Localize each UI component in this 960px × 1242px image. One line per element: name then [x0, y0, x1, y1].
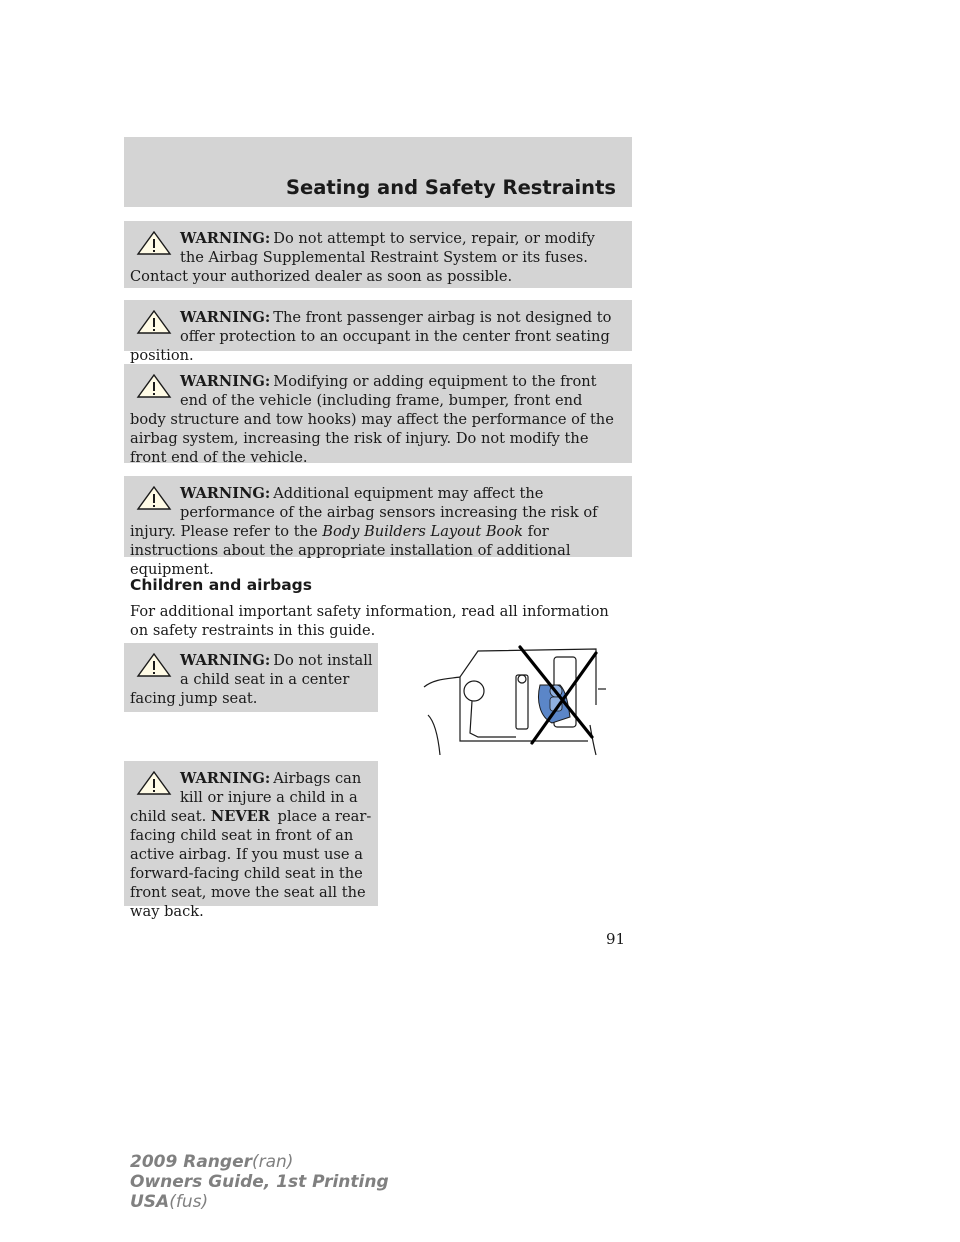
warning-text: Modifying or adding equipment to the front end of the vehicle (including frame, bumper, front end body structure and tow hooks) may affect the performance of the airbag system, increasing the risk of injury. Do not modify the front end of the vehicle.	[130, 373, 614, 466]
warning-label: WARNING:	[180, 309, 271, 326]
warning-text: Do not install a child seat in a center facing jump seat.	[130, 652, 373, 707]
footer-model: 2009 Ranger	[130, 1152, 252, 1172]
warning-triangle-icon	[136, 486, 172, 510]
section-heading: Children and airbags	[130, 576, 312, 594]
warning-text: Airbags can kill or injure a child in a child seat.	[130, 770, 362, 825]
warning-label: WARNING:	[180, 770, 271, 787]
warning-text: Additional equipment may affect the performance of the airbag sensors increasing the risk of injury. Please refer to the	[130, 485, 598, 540]
warning-text: The front passenger airbag is not designed to offer protection to an occupant in the center front seating position.	[130, 309, 612, 364]
warning-box	[124, 761, 378, 920]
child-seat-in-jump-seat-illustration	[420, 645, 606, 760]
warning-label: WARNING:	[180, 652, 271, 669]
warning-box	[124, 221, 632, 288]
warning-box	[124, 643, 378, 712]
section-paragraph: For additional important safety information, read all information on safety restraints in this guide.	[130, 603, 609, 639]
warning-label: WARNING:	[180, 485, 271, 502]
warning-text: place a rear-facing child seat in front of an active airbag. If you must use a forward-facing child seat in the front seat, move the seat all the way back.	[130, 808, 372, 920]
warning-box	[124, 300, 632, 364]
warning-text: for instructions about the appropriate installation of additional equipment.	[130, 523, 571, 578]
warning-triangle-icon	[136, 310, 172, 334]
warning-triangle-icon	[136, 771, 172, 795]
warning-label: WARNING:	[180, 230, 271, 247]
warning-triangle-icon	[136, 231, 172, 255]
warning-triangle-icon	[136, 374, 172, 398]
warning-label: WARNING:	[180, 373, 271, 390]
warning-text: Do not attempt to service, repair, or modify the Airbag Supplemental Restraint System or its fuses. Contact your authorized dealer as soon as possible.	[130, 230, 595, 285]
prohibited-x-mark	[520, 647, 596, 743]
book-title: Body Builders Layout Book	[322, 523, 523, 540]
print-footer	[130, 1152, 389, 1212]
footer-region-code: (fus)	[169, 1192, 209, 1212]
page-number: 91	[606, 930, 626, 948]
section-header-bar	[124, 137, 632, 207]
section-title: Seating and Safety Restraints	[285, 176, 616, 199]
warning-triangle-icon	[136, 653, 172, 677]
warning-box	[124, 476, 632, 578]
warning-box	[124, 364, 632, 466]
footer-edition: Owners Guide, 1st Printing	[130, 1172, 389, 1192]
footer-model-code: (ran)	[251, 1152, 294, 1172]
never-emphasis: NEVER	[210, 808, 270, 825]
footer-region: USA	[130, 1192, 170, 1212]
